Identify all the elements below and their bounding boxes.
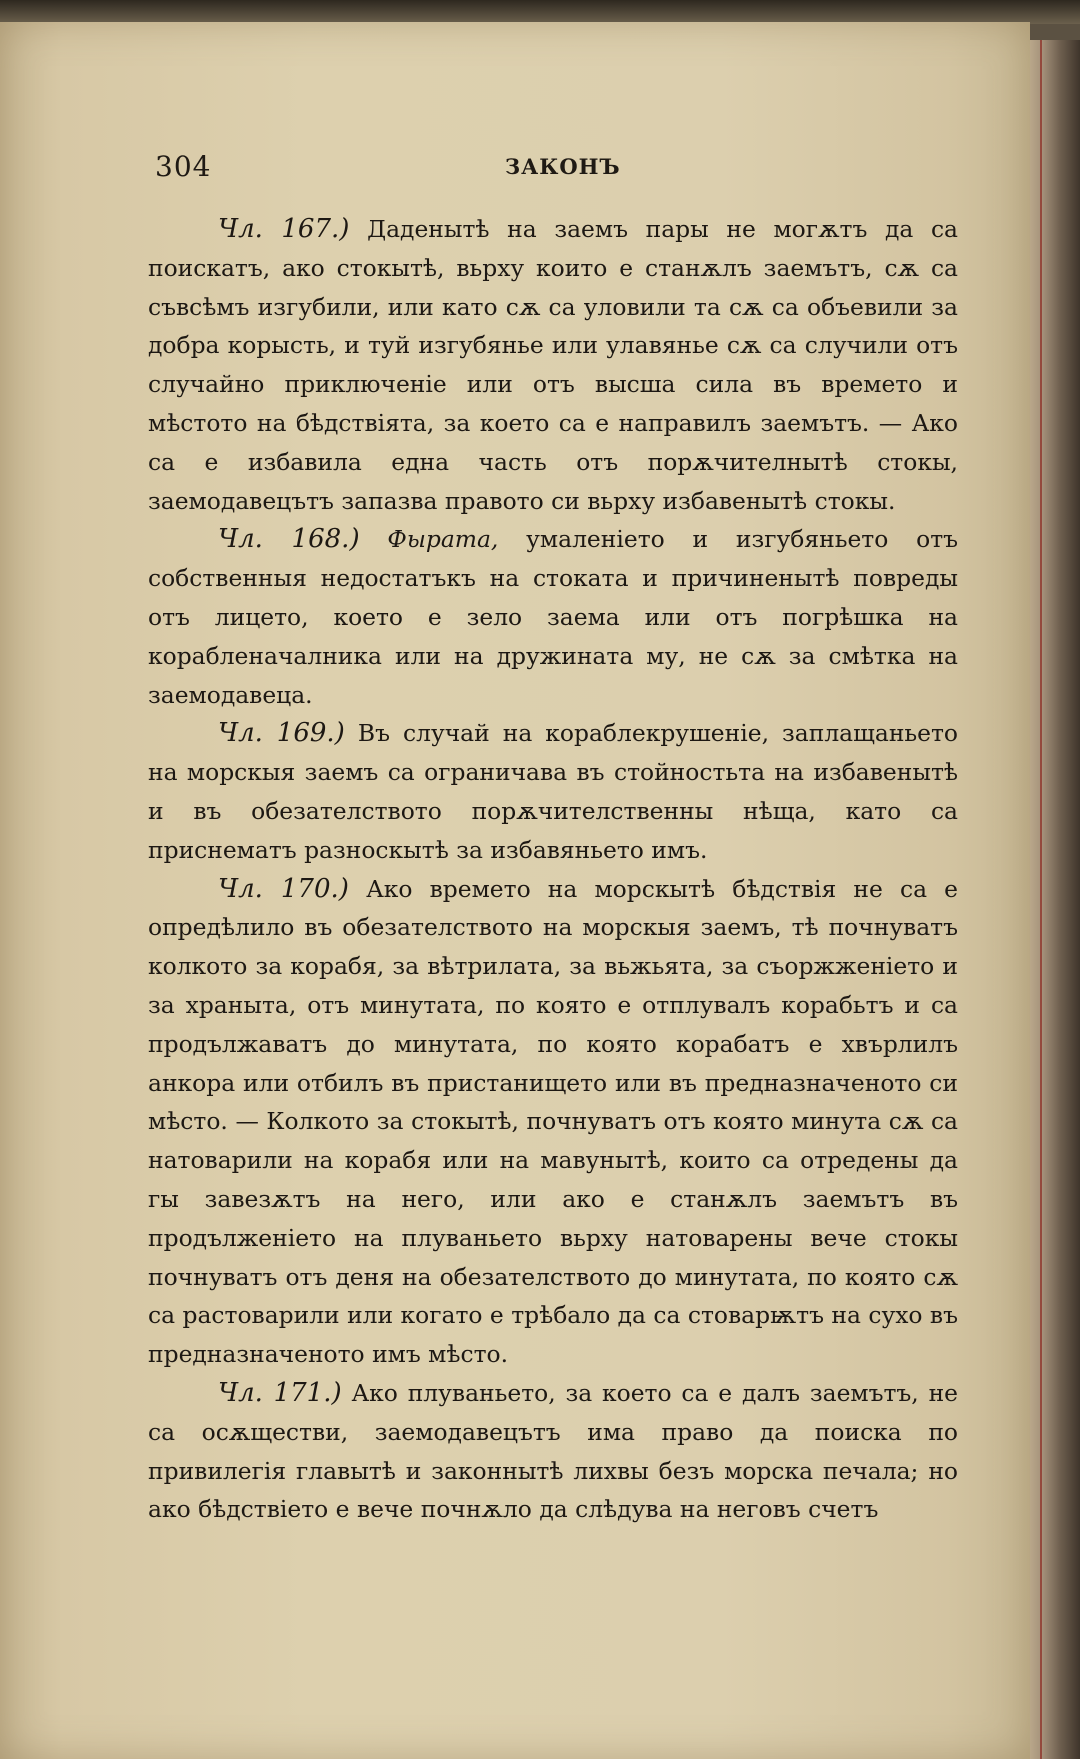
book-spine <box>1030 40 1080 1759</box>
article-text: умаленіето и изгубяньето отъ собственныя недостатъкъ на стоката и причиненытѣ повреды отъ лицето, което е зело заема или отъ погрѣшка на корабленачалника или на дружината му, не сѫ за смѣтка на заемодавеца. <box>148 525 959 709</box>
article-169 <box>148 714 958 869</box>
page-body <box>148 210 958 1529</box>
article-text: Ако плуваньето, за което са е далъ заемътъ, не са осѫществи, заемодавецътъ има право да поиска по привилегія главытѣ и законнытѣ лихвы безъ морска печала; но ако бѣдствіето е вече почнѫло да слѣдува на неговъ счетъ <box>148 1378 959 1524</box>
article-168 <box>148 520 958 714</box>
article-label: Чл. 171.) <box>218 1377 342 1408</box>
article-text: Ако времето на морскытѣ бѣдствія не са е опредѣлило въ обезателството на морскыя заемъ, тѣ почнуватъ колкото за корабя, за вѣтрилата, за вьжьята, за съоржженіето и за храныта, отъ минутата, по която е отплувалъ корабьтъ и са продължаватъ до минутата, по която корабатъ е хвърлилъ анкора или отбилъ въ пристанището или въ предназначеното си мѣсто. — Колкото за стокытѣ, почнуватъ отъ която минута сѫ са натоварили на корабя или на мавунытѣ, които са отредены да гы завезѫтъ на него, или ако е станѫлъ заемътъ въ продълженіето на плуваньето вьрху натоварены вече стокы почнуватъ отъ деня на обезателството до минутата, по която сѫ са растоварили или когато е трѣбало да са стоварѭтъ на сухо въ предназначеното имъ мѣсто. <box>148 874 959 1369</box>
page-top-edge <box>0 0 1080 24</box>
page-header <box>150 150 950 190</box>
article-171 <box>148 1374 958 1529</box>
page-number: 304 <box>155 150 212 183</box>
article-label: Чл. 170.) <box>218 873 349 904</box>
article-emphasis: Фырата, <box>387 525 499 554</box>
article-text: Въ случай на кораблекрушеніе, заплащаньето на морскыя заемъ са ограничава въ стойностьта на избавенытѣ и въ обезателството порѫчителственны нѣща, като са приснематъ разноскытѣ за избавяньето имъ. <box>148 719 959 864</box>
article-label: Чл. 168.) <box>218 524 360 555</box>
article-170 <box>148 870 958 1374</box>
article-167 <box>148 210 958 520</box>
spine-thread <box>1040 40 1042 1759</box>
article-text: Даденытѣ на заемъ пары не могѫтъ да са поискатъ, ако стокытѣ, вьрху които е станѫлъ заемътъ, сѫ са съвсѣмъ изгубили, или като сѫ са уловили та сѫ са объевили за добра корысть, и туй изгубянье или улавянье сѫ са случили отъ случайно приключеніе или отъ высша сила въ времето и мѣстото на бѣдствіята, за което са е направилъ заемътъ. — Ако са е избавила една часть отъ порѫчителнытѣ стокы, заемодавецътъ запазва правото си вьрху избавенытѣ стокы. <box>148 215 959 515</box>
running-title: ЗАКОНЪ <box>505 154 621 179</box>
article-label: Чл. 167.) <box>218 214 350 244</box>
article-label: Чл. 169.) <box>218 718 345 749</box>
